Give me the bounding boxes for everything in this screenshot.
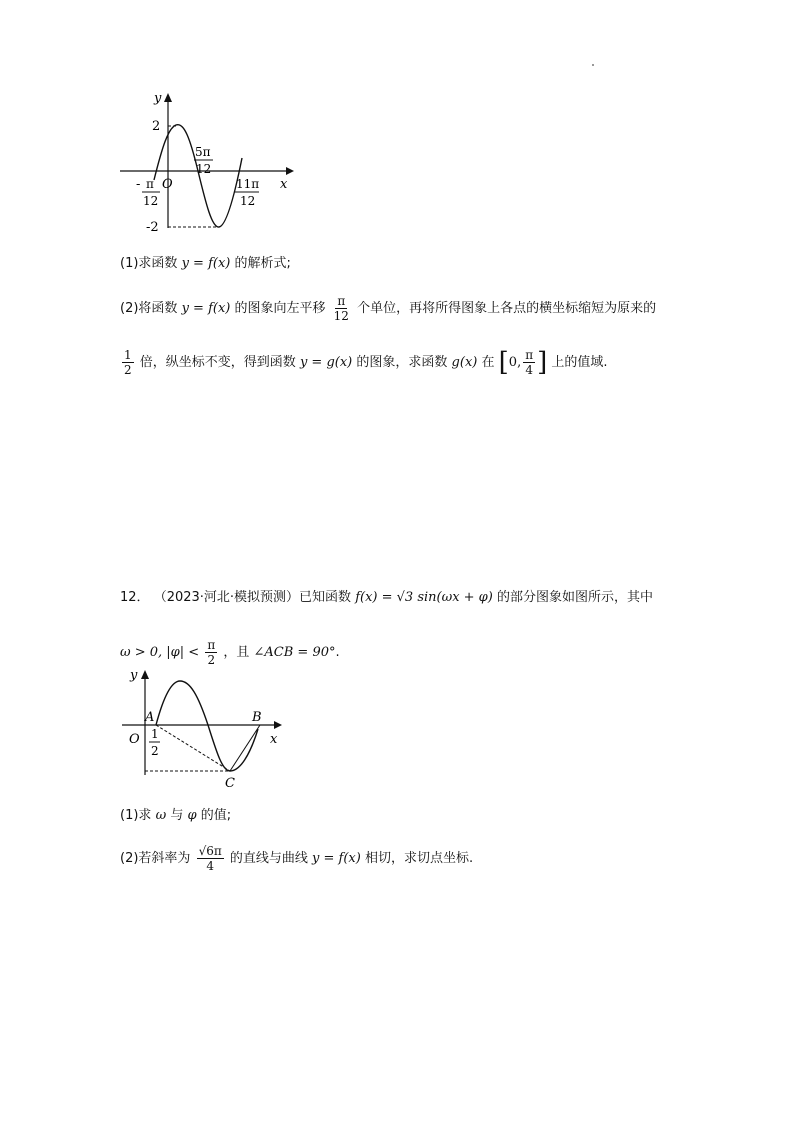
sine-curve-2	[156, 681, 258, 771]
q12-source: （2023·河北·模拟预测）已知函数	[153, 590, 352, 605]
g2-ac-segment	[156, 725, 230, 771]
q11-p3-frac	[122, 348, 134, 377]
graph-1	[118, 88, 300, 238]
q11-interval-right-bracket: ]	[537, 347, 548, 378]
q11-p3-frac-den: 2	[124, 363, 132, 377]
q12-cond1: ω > 0, |φ| <	[120, 645, 200, 660]
q12-number: 12．	[120, 590, 150, 605]
q12-p2-num: √6π	[198, 844, 222, 858]
q12-part1	[120, 806, 231, 826]
graph1-origin: O	[162, 177, 173, 192]
q12-p2-mid: 的直线与曲线	[229, 851, 308, 866]
q11-p3-b: 的图象，求函数	[356, 355, 448, 370]
q11-interval-num: π	[525, 348, 534, 362]
q11-p1-prefix: (1)求函数	[120, 256, 178, 271]
graph-2	[118, 665, 288, 795]
q12-p1-prefix: (1)求	[120, 808, 152, 823]
q12-cond-mid: ，且	[223, 645, 250, 660]
graph1-ymin: -2	[146, 220, 159, 235]
g2-origin: O	[129, 732, 140, 747]
g2-point-c: C	[225, 776, 235, 791]
q11-p3-frac-num: 1	[124, 348, 132, 362]
q12-func: f(x) = √3 sin(ωx + φ)	[355, 590, 493, 605]
g2-half-den: 2	[151, 744, 159, 758]
graph1-neg-den: 12	[143, 194, 159, 208]
q12-cond-den: 2	[207, 653, 216, 667]
q11-p3-math2: g(x)	[451, 355, 478, 370]
g2-x-label: x	[270, 732, 278, 747]
graph1-mid-num: 5π	[195, 145, 211, 159]
q12-p2-math: y = f(x)	[312, 851, 361, 866]
q11-part2	[120, 294, 656, 323]
q11-p2-math: y = f(x)	[181, 301, 231, 316]
y-axis-arrow	[164, 93, 172, 102]
q12-header	[120, 588, 653, 608]
q12-desc: 的部分图象如图所示，其中	[497, 590, 654, 605]
g2-bc-segment	[230, 725, 260, 771]
q11-p2-frac-num: π	[337, 294, 346, 308]
g2-x-axis-arrow	[274, 721, 282, 729]
q12-part2	[120, 844, 473, 873]
g2-y-axis-arrow	[141, 670, 149, 679]
q11-interval-den: 4	[525, 363, 533, 377]
graph1-neg-num: π	[146, 177, 154, 191]
q11-p3-a: 倍，纵坐标不变，得到函数	[139, 355, 296, 370]
q11-p2-suffix: 个单位，再将所得图象上各点的横坐标缩短为原来的	[357, 301, 657, 316]
q12-p2-prefix: (2)若斜率为	[120, 851, 191, 866]
q11-p2-prefix: (2)将函数	[120, 301, 178, 316]
q12-p1-omega: ω	[155, 808, 167, 823]
q12-cond-end: .	[335, 645, 340, 660]
q11-interval-left: 0,	[508, 355, 522, 370]
q11-p2-frac-den: 12	[333, 309, 349, 323]
q11-part1	[120, 254, 291, 274]
graph1-right-den: 12	[240, 194, 256, 208]
graph1-mid-den: 12	[196, 162, 212, 176]
g2-point-a: A	[145, 710, 155, 725]
q12-p1-phi: φ	[187, 808, 197, 823]
q11-p3-d: 上的值域.	[551, 355, 608, 370]
g2-y-label: y	[130, 668, 138, 683]
graph1-y-label: y	[154, 91, 162, 106]
q11-interval-frac	[523, 348, 535, 377]
q11-p3-math1: y = g(x)	[299, 355, 353, 370]
g2-point-b: B	[252, 710, 262, 725]
q12-p1-suffix: 的值;	[200, 808, 232, 823]
q11-p3-c: 在	[481, 355, 495, 370]
q11-part2-cont	[120, 348, 608, 377]
q11-p1-suffix: 的解析式;	[234, 256, 291, 271]
g2-half-num: 1	[151, 727, 159, 741]
q11-interval-left-bracket: [	[498, 347, 509, 378]
q12-cond2: ∠ACB = 90°	[253, 645, 336, 660]
q12-conditions	[120, 638, 340, 667]
q12-p2-frac	[197, 844, 224, 873]
q12-cond-num: π	[207, 638, 216, 652]
x-axis-arrow	[286, 167, 294, 175]
graph1-neg-sign: -	[136, 177, 141, 192]
q11-p2-mid: 的图象向左平移	[234, 301, 326, 316]
graph1-x-label: x	[280, 177, 288, 192]
q11-p2-frac	[332, 294, 351, 323]
q12-p1-mid: 与	[170, 808, 184, 823]
page-mark	[592, 64, 594, 66]
q12-cond-frac	[205, 638, 217, 667]
q12-p2-den: 4	[206, 859, 214, 873]
graph1-right-num: 11π	[236, 177, 260, 191]
q12-p2-suffix: 相切，求切点坐标.	[364, 851, 474, 866]
q11-p1-math: y = f(x)	[181, 256, 231, 271]
graph1-ymax: 2	[152, 119, 161, 134]
